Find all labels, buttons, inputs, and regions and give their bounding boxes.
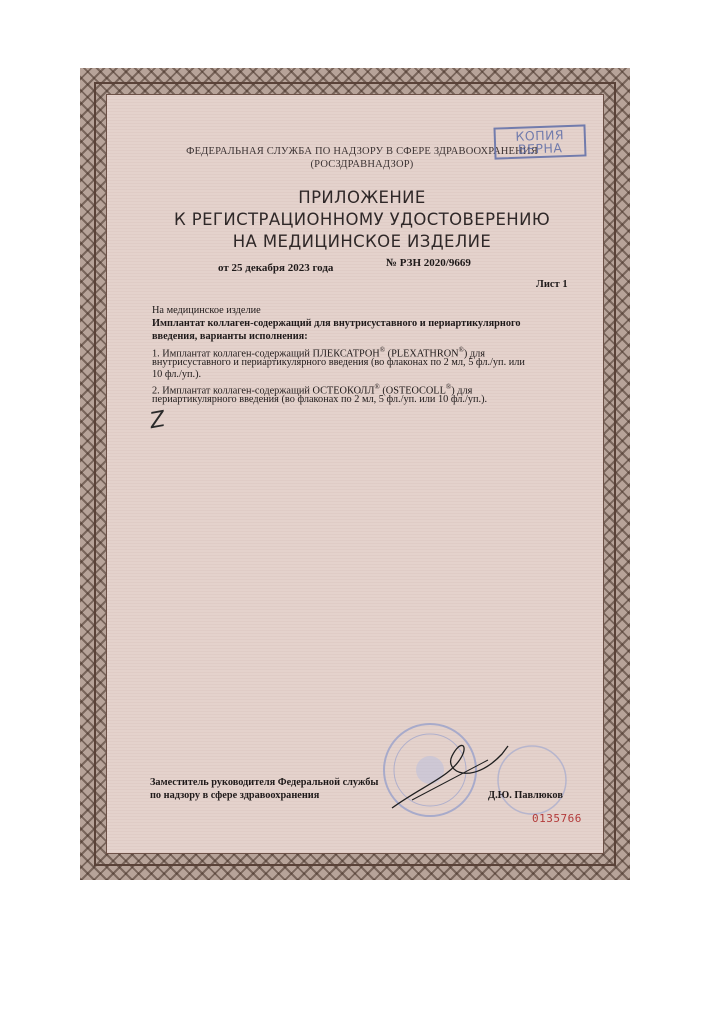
variant-1-text-b: (PLEXATHRON	[385, 348, 459, 360]
copy-seal	[498, 746, 566, 814]
signatory-position-line2: по надзору в сфере здравоохранения	[150, 790, 320, 801]
handwritten-mark: Z	[147, 406, 168, 435]
variant-1-line2: внутрисуставного и периартикулярного введения (во флаконах по 2 мл, 5 фл./уп. или	[152, 357, 525, 368]
intro-text: На медицинское изделие	[152, 305, 261, 316]
variant-2-text-b: (OSTEOCOLL	[379, 385, 446, 397]
serial-number: 0135766	[532, 812, 582, 825]
registered-mark: ®	[445, 383, 452, 391]
variant-2-line2: периартикулярного введения (во флаконах по 2 мл, 5 фл./уп. или 10 фл./уп.).	[152, 394, 488, 405]
seal-and-signature	[372, 716, 602, 826]
variant-1-text-c: ) для	[463, 348, 486, 360]
product-name-line1: Имплантат коллаген-содержащий для внутрисуставного и периартикулярного	[152, 318, 521, 329]
document-subtitle-1: К РЕГИСТРАЦИОННОМУ УДОСТОВЕРЕНИЮ	[173, 210, 551, 229]
variant-1-line3: 10 фл./уп.).	[152, 369, 202, 380]
agency-abbreviation: (РОСЗДРАВНАДЗОР)	[310, 159, 414, 170]
variant-2-text-a: 2. Имплантат коллаген-содержащий ОСТЕОКОЛЛ	[152, 385, 375, 397]
seal-emblem	[416, 756, 444, 784]
document-subtitle-2: НА МЕДИЦИНСКОЕ ИЗДЕЛИЕ	[232, 232, 492, 251]
sheet-number: Лист 1	[536, 279, 568, 290]
variant-2-text-c: ) для	[451, 385, 473, 397]
issue-date: от 25 декабря 2023 года	[218, 262, 334, 274]
registered-mark: ®	[458, 346, 464, 354]
product-name-line2: введения, варианты исполнения:	[152, 331, 308, 342]
copy-verified-stamp	[493, 124, 586, 159]
signatory-position-line1: Заместитель руководителя Федеральной службы	[150, 777, 379, 788]
stamp-line2: ВЕРНА	[517, 140, 563, 157]
variant-1-text-a: 1. Имплантат коллаген-содержащий ПЛЕКСАТРОН	[152, 348, 380, 360]
stamp-line1: КОПИЯ	[515, 127, 565, 144]
registered-mark: ®	[379, 346, 386, 354]
registration-number: № РЗН 2020/9669	[386, 257, 471, 269]
agency-name: ФЕДЕРАЛЬНАЯ СЛУЖБА ПО НАДЗОРУ В СФЕРЕ ЗДРАВООХРАНЕНИЯ	[186, 146, 538, 157]
signatory-name: Д.Ю. Павлюков	[488, 790, 563, 801]
registered-mark: ®	[374, 383, 380, 391]
document-title: ПРИЛОЖЕНИЕ	[298, 188, 426, 207]
